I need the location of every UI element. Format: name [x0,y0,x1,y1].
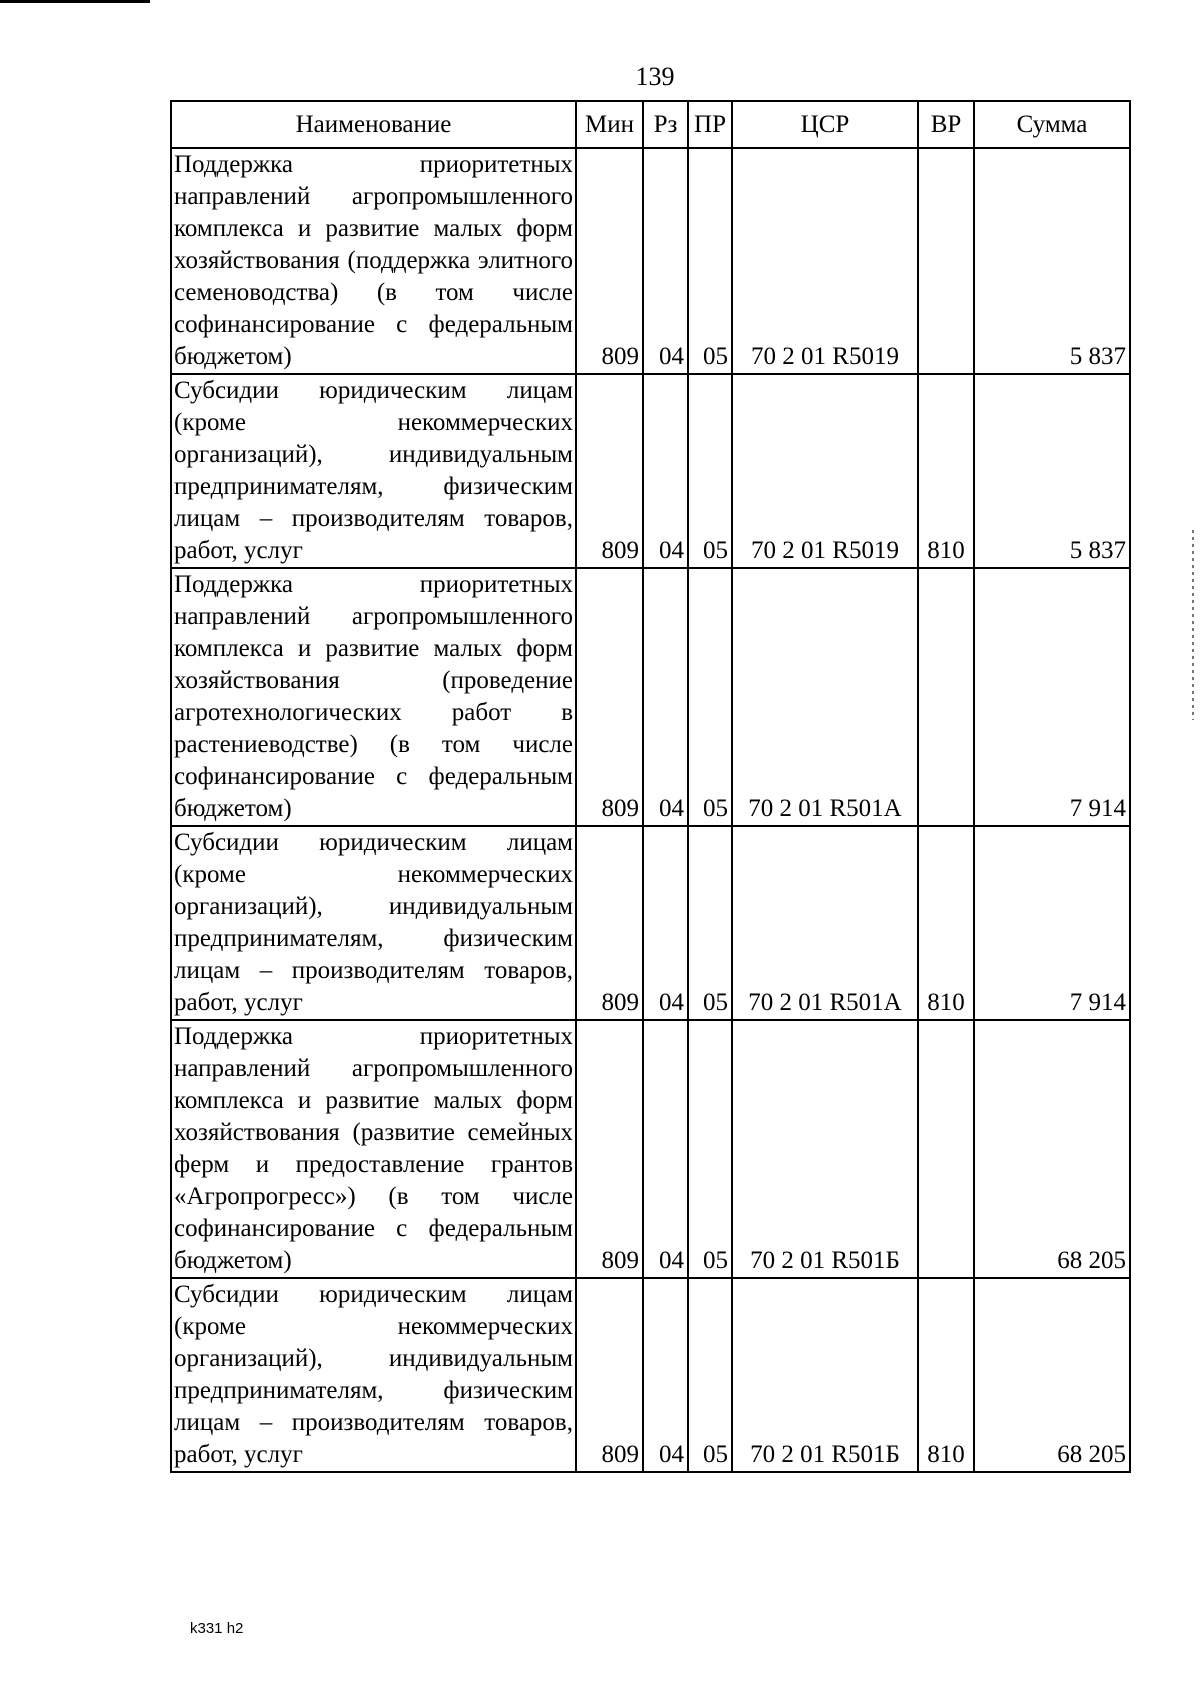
cell-name: Субсидии юридическим лицам (кроме некоммерческих организаций), индивидуальным предпринимателям, физическим лицам – производителям товаров, работ, услуг [171,826,576,1020]
cell-vr [918,148,974,374]
cell-min: 809 [576,826,643,1020]
cell-csr: 70 2 01 R501Б [732,1278,918,1472]
cell-vr [918,1020,974,1278]
cell-rz: 04 [643,374,688,568]
header-csr: ЦСР [732,101,918,148]
cell-rz: 04 [643,1020,688,1278]
cell-min: 809 [576,568,643,826]
cell-pr: 05 [688,1278,732,1472]
cell-vr: 810 [918,1278,974,1472]
cell-sum: 68 205 [974,1278,1130,1472]
cell-pr: 05 [688,1020,732,1278]
cell-name: Поддержка приоритетных направлений агропромышленного комплекса и развитие малых форм хозяйствования (развитие семейных ферм и предоставление грантов «Агропрогресс») (в том числе софинансирование с федеральным бюджетом) [171,1020,576,1278]
cell-sum: 7 914 [974,568,1130,826]
cell-sum: 7 914 [974,826,1130,1020]
cell-name: Субсидии юридическим лицам (кроме некоммерческих организаций), индивидуальным предпринимателям, физическим лицам – производителям товаров, работ, услуг [171,1278,576,1472]
cell-vr [918,568,974,826]
table-header-row [171,101,1130,148]
cell-pr: 05 [688,374,732,568]
cell-name: Поддержка приоритетных направлений агропромышленного комплекса и развитие малых форм хозяйствования (поддержка элитного семеноводства) (в том числе софинансирование с федеральным бюджетом) [171,148,576,374]
header-vr: ВР [918,101,974,148]
page-number: 139 [635,62,675,91]
table-row [171,568,1130,826]
cell-csr: 70 2 01 R5019 [732,148,918,374]
budget-table [170,100,1131,1473]
cell-vr: 810 [918,826,974,1020]
cell-min: 809 [576,1020,643,1278]
table-row [171,1278,1130,1472]
cell-min: 809 [576,374,643,568]
header-rz: Рз [643,101,688,148]
cell-rz: 04 [643,1278,688,1472]
cell-pr: 05 [688,568,732,826]
cell-min: 809 [576,148,643,374]
header-min: Мин [576,101,643,148]
cell-csr: 70 2 01 R501А [732,826,918,1020]
header-sum: Сумма [974,101,1130,148]
table-row [171,148,1130,374]
table-row [171,374,1130,568]
cell-csr: 70 2 01 R501Б [732,1020,918,1278]
scan-edge-mark [1192,530,1194,720]
cell-rz: 04 [643,826,688,1020]
cell-sum: 5 837 [974,374,1130,568]
cell-pr: 05 [688,826,732,1020]
cell-rz: 04 [643,568,688,826]
table-row [171,826,1130,1020]
cell-sum: 68 205 [974,1020,1130,1278]
cell-sum: 5 837 [974,148,1130,374]
table-row [171,1020,1130,1278]
scan-corner-mark [0,0,150,3]
cell-csr: 70 2 01 R5019 [732,374,918,568]
cell-rz: 04 [643,148,688,374]
cell-min: 809 [576,1278,643,1472]
header-pr: ПР [688,101,732,148]
footer-code: k331 h2 [190,1620,244,1637]
header-name: Наименование [171,101,576,148]
cell-csr: 70 2 01 R501А [732,568,918,826]
cell-pr: 05 [688,148,732,374]
cell-vr: 810 [918,374,974,568]
cell-name: Субсидии юридическим лицам (кроме некоммерческих организаций), индивидуальным предпринимателям, физическим лицам – производителям товаров, работ, услуг [171,374,576,568]
cell-name: Поддержка приоритетных направлений агропромышленного комплекса и развитие малых форм хозяйствования (проведение агротехнологических работ в растениеводстве) (в том числе софинансирование с федеральным бюджетом) [171,568,576,826]
